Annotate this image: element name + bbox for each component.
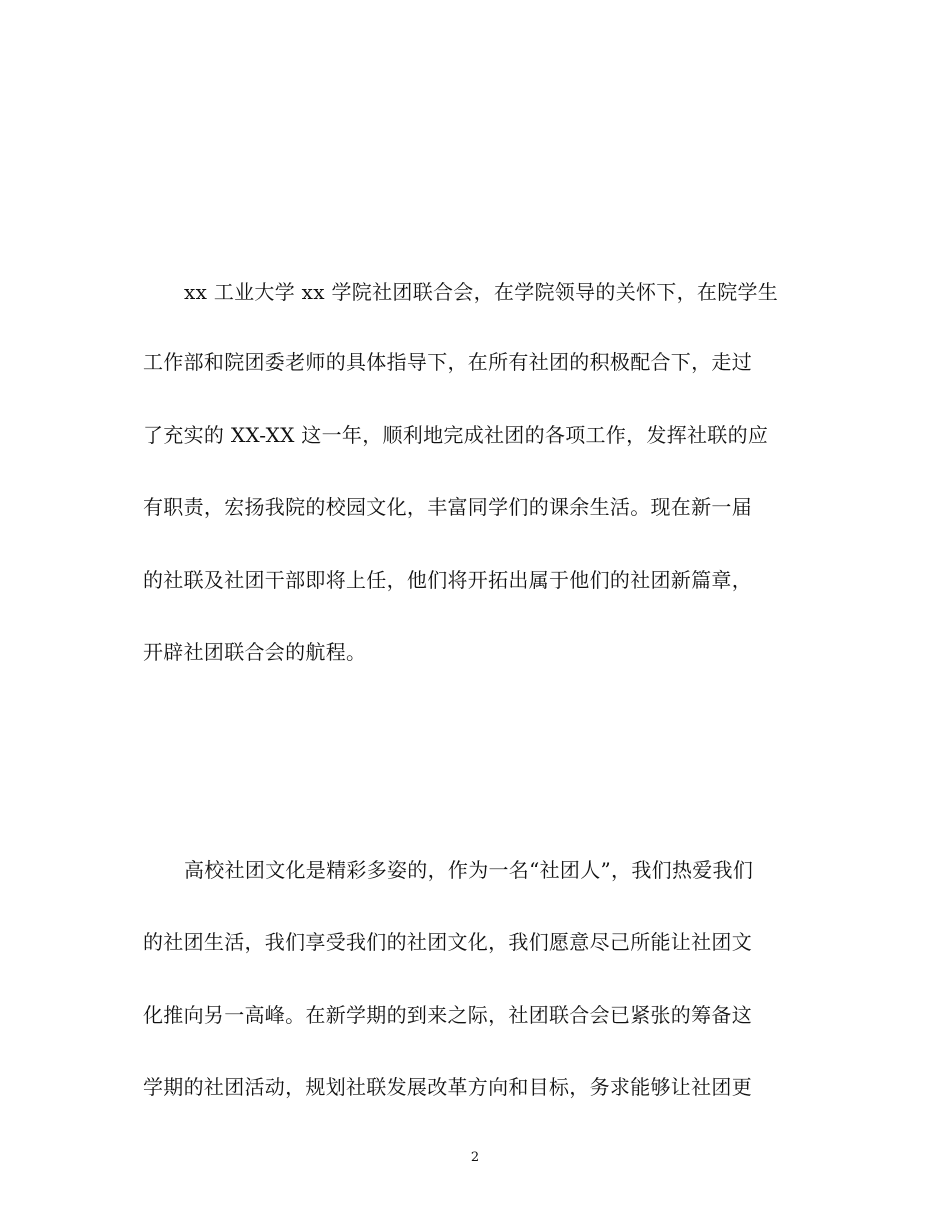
paragraph-line: 学期的社团活动，规划社联发展改革方向和目标，务求能够让社团更	[143, 1075, 752, 1099]
paragraph-line: 的社联及社团干部即将上任，他们将开拓出属于他们的社团新篇章，	[143, 568, 752, 592]
paragraph-line: 高校社团文化是精彩多姿的，作为一名“社团人”，我们热爱我们	[184, 858, 754, 882]
paragraph-line: 工作部和院团委老师的具体指导下，在所有社团的积极配合下，走过	[143, 350, 752, 374]
paragraph-line: 的社团生活，我们享受我们的社团文化，我们愿意尽己所能让社团文	[143, 930, 752, 954]
page-number: 2	[470, 1150, 480, 1165]
paragraph-line: 有职责，宏扬我院的校园文化，丰富同学们的课余生活。现在新一届	[143, 495, 752, 519]
paragraph-line: 开辟社团联合会的航程。	[143, 640, 367, 664]
paragraph-line: xx 工业大学 xx 学院社团联合会，在学院领导的关怀下，在院学生	[184, 280, 779, 304]
paragraph-line: 了充实的 XX-XX 这一年，顺利地完成社团的各项工作，发挥社联的应	[143, 423, 769, 447]
paragraph-line: 化推向另一高峰。在新学期的到来之际，社团联合会已紧张的筹备这	[143, 1003, 752, 1027]
